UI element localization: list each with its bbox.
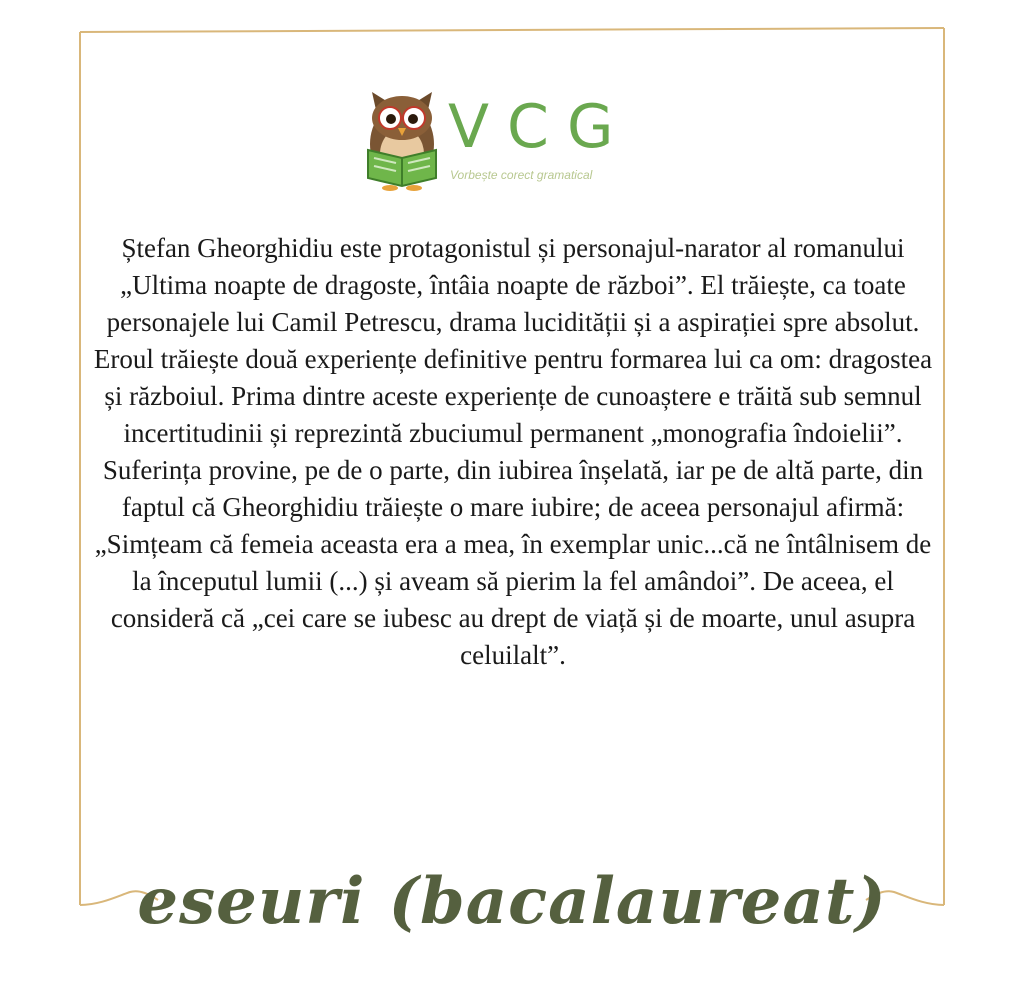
essay-paragraph-2: Eroul trăiește două experiențe definitive pentru formarea lui ca om: dragostea și războiul. Prima dintre aceste experiențe de cunoaștere e trăită sub semnul incertitudinii și reprezintă zbuciumul permanent „monografia îndoielii”. Suferința provine, pe de o parte, din iubirea înșelată, iar pe de altă parte, din faptul că Gheorghidiu trăiește o mare iubire; de aceea personajul afirmă: „Simțeam că femeia aceasta era a mea, în exemplar unic...că ne întâlnisem de la începutul lumii (...) și aveam să pierim la fel amândoi”. De aceea, el consideră că „cei care se iubesc au drept de viață și de moarte, unul asupra celuilalt”. bbox=[93, 344, 933, 670]
vcg-logo bbox=[360, 88, 660, 198]
essay-text bbox=[82, 230, 944, 674]
logo-letters: VCG bbox=[448, 92, 632, 162]
owl-reading-book-icon bbox=[360, 88, 444, 192]
essay-paragraph-1: Ștefan Gheorghidiu este protagonistul și personajul-narator al romanului „Ultima noapte de dragoste, întâia noapte de război”. El trăiește, ca toate personajele lui Camil Petrescu, drama lucidității și a aspirației spre absolut. bbox=[106, 233, 920, 337]
footer-title: eseuri (bacalaureat) bbox=[137, 864, 887, 939]
logo-tagline: Vorbește corect gramatical bbox=[450, 168, 593, 182]
